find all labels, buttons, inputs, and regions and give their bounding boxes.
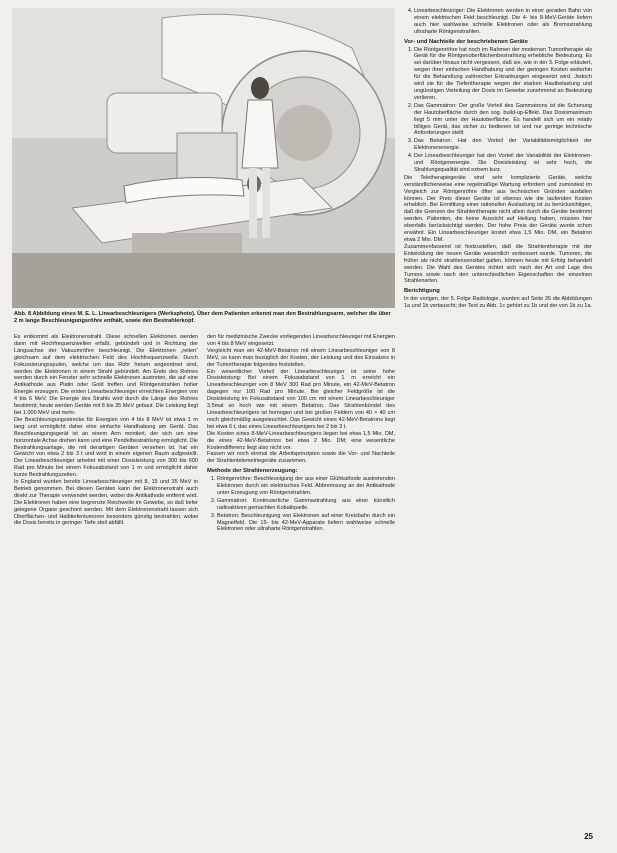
paragraph: Die Kosten eines 8-MeV-Linearbeschleunigers liegen bei etwa 1,5 Mio. DM, die eines 42-MeV-Betatrons bei etwa 2 Mio. DM; eine wesentliche Kostendifferenz liegt also nicht vor.: [207, 430, 395, 451]
paragraph: Fassen wir noch einmal die Arbeitsprinzipien sowie die Vor- und Nachteile der Strahlentelemetriegeräte zusammen.: [207, 451, 395, 465]
list-item: 1. Röntgenröhre: Beschleunigung der aus einer Glühkathode austretenden Elektronen durch ein elektrisches Feld. Abbremsung an der Antikathode unter Erzeugung von Röntgenstrahlen.: [217, 476, 395, 497]
photo-illustration: [12, 8, 395, 308]
paragraph: Die Teletherapiegeräte sind sehr komplizierte Geräte, welche verständlicherweise eine regelmäßige Wartung erfordern und zumindest im Vergleich zur Röntgenröhre öfter aus technischen Gründen ausfallen können. Der Preis dieser Geräte ist ebenso wie die laufenden Kosten erheblich. Bei Ermittlung einer rationellen Auslastung ist zu berücksichtigen, daß die Grenzen der Strahlentherapie nicht allein durch die Geräte bestimmt werden. Patienten, die keine Aussicht auf Heilung haben, müssen hier ebenfalls berücksichtigt werden. Der hohe Preis der Geräte wurde schon erwähnt. Ein Linearbeschleuniger kostet etwa 1,5 Mio. DM, ein Betatron etwa 2 Mio. DM.: [404, 174, 592, 243]
advantages-list: [404, 47, 592, 174]
paragraph: Zusammenfassend ist festzustellen, daß die Strahlentherapie mit der Entwicklung der neuen Geräte wesentlich verbessert wurde. Tumoren, die früher als nicht strahlensensibel galten, können heute mit Erfolg behandelt werden. Die Wahl des Gerätes richtet sich nach der Art und Lage des Tumors sowie nach den unterschiedlichen Eigenschaften der einzelnen Strahlenarten.: [404, 243, 592, 285]
figure-caption: Abb. 8 Abbildung eines M. E. L. Linearbeschleunigers (Werksphoto). Über dem Patienten erkennt man den Bestrahlungsarm, welcher die über 2 m lange Beschleunigungsröhre enthält, sowie den Bestrahlerkopf.: [14, 311, 391, 324]
middle-text-column: [207, 334, 395, 534]
section-heading: Methode der Strahlenerzeugung:: [207, 468, 298, 475]
list-item: 2. Gammatron: Kontinuierliche Gammastrahlung aus einer künstlich radioaktiven gemachten Kobaltquelle.: [217, 498, 395, 512]
list-item: 3. Das Betatron: Hat den Vorteil der Variabilitätsmöglichkeit der Elektronenenergie.: [414, 138, 592, 152]
paragraph: Vergleicht man ein 42-MeV-Betatron mit einem Linearbeschleuniger von 8 MeV, so kann man bezüglich der Kosten, der Leistung und des Einsatzes in der Tumortherapie folgendes feststellen.: [207, 347, 395, 368]
paragraph: den für medizinische Zwecke vorliegenden Linearbeschleuniger mit Energien von 4 bis 8 MeV eingesetzt.: [207, 334, 395, 347]
correction-heading: Berichtigung: [404, 288, 440, 295]
paragraph: In England wurden bereits Linearbeschleuniger mit 8, 15 und 35 MeV in Betrieb genommen. Bei diesen Geräten kann der Elektronenstrahl auch direkt zur Therapie verwendet werden, wobei die Antikathode entfernt wird. Die Elektronen haben eine begrenzte Reichweite im Gewebe, so daß tiefer gelegene Organe geschont werden. Mit dem Elektronenstrahl lassen sich Oberflächen- und Halbtiefentumoren besonders günstig bestrahlen, wobei die Dosis bereits in geringer Tiefe steil abfällt.: [14, 479, 198, 527]
section-heading: Vor- und Nachteile der beschriebenen Geräte: [404, 38, 528, 45]
paragraph: Die Beschleunigungsstrecke für Energien von 4 bis 8 MeV ist etwa 1 m lang und ermöglicht daher eine einfache Handhabung am Gerät. Das Beschleunigungsgerät ist an einem Arm montiert, der sich um eine horizontale Achse drehen kann und eine Pendelbestrahlung ermöglicht. Die Bestrahlungsanlage, die mit derartigen Geräten versehen ist, hat ein Gewicht von etwa 2 bis 3 t und wird in einem eigenen Raum aufgestellt. Der Linearbeschleuniger arbeitet mit einer Dosisleistung von 300 bis 600 Rad pro Minute bei einem Fokusabstand von 1 m und ermöglicht daher kurze Bestrahlungszeiten.: [14, 416, 198, 479]
left-text-column: [14, 334, 198, 527]
method-list-continued: [404, 8, 592, 36]
paragraph: Es entkommt als Elektronenstrahl. Diese schnellen Elektronen werden dann mit Hochfrequenzwellen erfaßt, gebündelt und in Richtung der Längsachse der Vakuumröhre beschleunigt. Die Elektronen „reiten“ gleichsam auf dem elektrischen Feld des Hochfrequenzwelle. Durch Fokussierungsspulen, welche um das Rohr herum angeordnet sind, werden die Elektronen in einem Strahl gebündelt. Am Ende des Rohres werden durch ein Fenster sehr schnelle Elektronen austreten, die auf eine Antikathode aus Platin oder Gold treffen und Röntgenstrahlen hoher Energie erzeugen. Die ersten Linearbeschleuniger erreichten Energien von 4 bis 6 MeV. Die Energie des Strahls wird durch die Länge des Rohres bestimmt; heute werden Geräte mit 8 bis 35 MeV gebaut. Die Leistung liegt bei 1.000 MeV und mehr.: [14, 334, 198, 416]
list-item: 1. Die Röntgenröhre hat noch im Rahmen der modernen Tumortherapie als Gerät für die Röntgenoberflächenbestrahlung erhebliche Bedeutung. Es sei darüber hinaus nicht vergessen, daß sie, wie in der 3. Folge erläutert, wegen ihrer einfachen Handhabung und der geringen Kosten weiterhin für die Behandlung zahlreicher Erkrankungen eingesetzt wird. Jedoch wird sie für die Tiefentherapie wegen der starken Hautbelastung und ungünstigen Verteilung der Dosis im Gewebe zunehmend an Bedeutung verlieren.: [414, 47, 592, 102]
list-item: 3. Betatron: Beschleunigung von Elektronen auf einer Kreisbahn durch ein Magnetfeld. Die 15- bis 42-MeV-Apparate liefern wahlweise schnelle Elektronen oder ultraharte Röntgenstrahlen.: [217, 513, 395, 534]
list-item: 4. Der Linearbeschleuniger hat den Vorteil der Variabilität der Elektronen- und Röntgenenergie. Die Dosisleistung ist sehr hoch, die Strahlungsqualität sind extrem kurz.: [414, 153, 592, 174]
page-number: 25: [584, 832, 593, 841]
list-item: 2. Das Gammatron: Der große Vorteil des Gammatrons ist die Schonung der Hautoberfläche durch den sog. build-up-Effekt. Das Dosismaximum liegt 5 mm unter der Hautoberfläche. Es handelt sich um ein relativ billiges Gerät, das sicher zu bedienen ist und nur geringe technische Anforderungen stellt.: [414, 103, 592, 138]
correction-text: In der vorigen, der 5. Folge Radiologie, wurden auf Seite 35 die Abbildungen 1a und 1b vertauscht; der Text zu Abb. 1c gehört zu 1b und der von 1b zu 1a.: [404, 296, 592, 310]
list-item: 4. Linearbeschleuniger: Die Elektronen werden in einer geraden Bahn von einem elektrischen Feld beschleunigt. Die 4- bis 8-MeV-Geräte liefern auch hier wahlweise schnelle Elektronen oder als Bremsstrahlung ultraharte Röntgenstrahlen.: [414, 8, 592, 36]
method-list: [207, 476, 395, 533]
paragraph: Ein wesentlicher Vorteil der Linearbeschleuniger ist seine hohe Dosisleistung: Bei einem Fokusabstand von 1 m erreicht ein Linearbeschleuniger von 8 MeV 300 Rad pro Minute, ein 42-MeV-Betatron dagegen nur 100 Rad pro Minute. Bei gleicher Feldgröße ist die Dosisleistung im Fokusabstand von 100 cm mit einem Linearbeschleuniger 3,5mal so hoch wie mit einem Betatron. Das Strahlenbündel des Linearbeschleunigers ist homogen und bei großen Feldern von 40 × 40 cm noch gleichmäßig ausgeleuchtet. Das Gewicht eines 42-MeV-Betatrons liegt bei etwa 6 t, das eines Linearbeschleunigers bei 2 bis 3 t.: [207, 368, 395, 430]
linear-accelerator-photo: [12, 8, 395, 308]
right-text-column: [404, 8, 592, 310]
